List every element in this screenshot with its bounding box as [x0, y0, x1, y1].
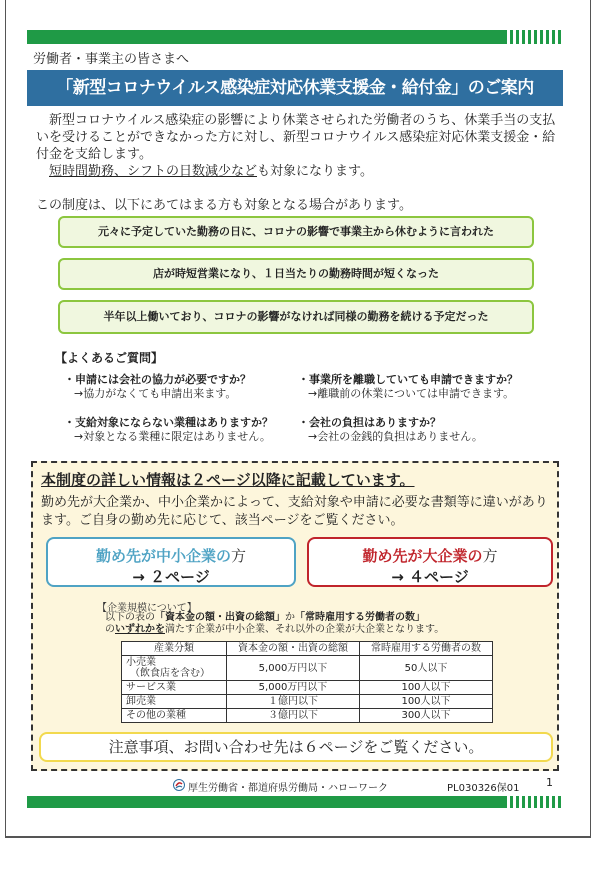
table-row: [122, 656, 493, 681]
table-row: [122, 709, 493, 723]
scale-text-part: 満たす企業が中小企業、それ以外の企業が大企業となります。: [165, 624, 445, 635]
industry-cell: 卸売業: [122, 695, 227, 709]
condition-item: 半年以上働いており、コロナの影響がなければ同様の勤務を続ける予定だった: [58, 300, 534, 334]
faq-item: [298, 416, 483, 444]
large-button-plain: 方: [482, 547, 498, 565]
industry-note: （飲食店を含む）: [130, 668, 210, 679]
table-header: 常時雇用する労働者の数: [360, 642, 493, 656]
page-title: 「新型コロナウイルス感染症対応休業支援金・給付金」のご案内: [27, 70, 563, 106]
faq-title: 【よくあるご質問】: [55, 351, 164, 365]
details-title: 本制度の詳しい情報は２ページ以降に記載しています。: [41, 471, 415, 489]
faq-answer: →対象となる業種に限定はありません。: [74, 430, 271, 443]
intro-note-rest: も対象になります。: [257, 164, 373, 179]
faq-question: ・事業所を離職していても申請できますか？: [298, 373, 518, 386]
large-button-em: 勤め先が大企業の: [362, 547, 483, 565]
faq-item: [298, 373, 518, 401]
intro-paragraph: [36, 112, 556, 180]
scale-text: [105, 612, 545, 636]
stripe-pattern: [507, 796, 563, 808]
sme-button-page: → ２ページ: [132, 568, 210, 586]
intro-note-underlined: 短時間勤務、シフトの日数減少など: [49, 164, 258, 179]
workers-cell: 100人以下: [360, 681, 493, 695]
mhlw-logo-icon: [173, 779, 185, 791]
condition-item: 元々に予定していた勤務の日に、コロナの影響で事業主から休むように言われた: [58, 216, 534, 248]
scale-text-part: の: [105, 624, 115, 635]
scale-text-bold: 「常時雇用する労働者の数」: [295, 612, 425, 623]
sme-page-button[interactable]: [46, 537, 296, 587]
industry-name: 小売業: [126, 657, 156, 668]
document-code: PL030326保01: [447, 783, 520, 794]
capital-cell: ３億円以下: [227, 709, 360, 723]
table-header: 資本金の額・出資の総額: [227, 642, 360, 656]
intro-note: [36, 163, 556, 180]
workers-cell: 50人以下: [360, 656, 493, 681]
faq-answer: →離職前の休業については申請できます。: [308, 387, 515, 400]
industry-cell: [122, 656, 227, 681]
audience-label: 労働者・事業主の皆さまへ: [33, 52, 190, 67]
table-row: [122, 681, 493, 695]
large-company-page-button[interactable]: [307, 537, 553, 587]
workers-cell: 300人以下: [360, 709, 493, 723]
large-button-label: [309, 545, 551, 566]
table-header: 産業分類: [122, 642, 227, 656]
faq-question: ・支給対象にならない業種はありますか？: [64, 416, 273, 429]
sme-button-label: [48, 545, 294, 566]
large-button-page: → ４ページ: [391, 568, 469, 586]
scale-line-2: [105, 624, 545, 636]
details-text: 勤め先が大企業か、中小企業かによって、支給対象や申請に必要な書類等に違いがあります。ご自身の勤め先に応じて、該当ページをご覧ください。: [41, 495, 548, 528]
capital-cell: １億円以下: [227, 695, 360, 709]
condition-item: 店が時短営業になり、１日当たりの勤務時間が短くなった: [58, 258, 534, 290]
faq-item: [64, 373, 251, 401]
faq-question: ・会社の負担はありますか？: [298, 416, 441, 429]
capital-cell: 5,000万円以下: [227, 681, 360, 695]
scale-text-bold: いずれかを: [115, 624, 165, 635]
sme-button-em: 勤め先が中小企業の: [95, 547, 231, 565]
faq-answer: →協力がなくても申請出来ます。: [74, 387, 237, 400]
table-header-row: [122, 642, 493, 656]
conditions-lead: この制度は、以下にあてはまる方も対象となる場合があります。: [36, 198, 412, 213]
workers-cell: 100人以下: [360, 695, 493, 709]
scale-text-part: 以下の表の: [105, 612, 155, 623]
stripe-pattern: [507, 30, 563, 44]
scale-text-bold: 「資本金の額・出資の総額」: [155, 612, 285, 623]
table-row: [122, 695, 493, 709]
footer-org: 厚生労働省・都道府県労働局・ハローワーク: [188, 783, 388, 794]
industry-cell: その他の業種: [122, 709, 227, 723]
faq-item: [64, 416, 273, 444]
faq-question: ・申請には会社の協力が必要ですか？: [64, 373, 251, 386]
page-number: 1: [546, 776, 553, 789]
industry-cell: サービス業: [122, 681, 227, 695]
capital-cell: 5,000万円以下: [227, 656, 360, 681]
faq-answer: →会社の金銭的負担はありません。: [308, 430, 483, 443]
scale-heading: 【企業規模について】: [97, 603, 197, 614]
company-size-table: [121, 641, 493, 723]
notice-box: 注意事項、お問い合わせ先は６ページをご覧ください。: [39, 732, 553, 762]
scale-line-1: [105, 612, 545, 624]
intro-text: 新型コロナウイルス感染症の影響により休業させられた労働者のうち、休業手当の支払いを受けることができなかった方に対し、新型コロナウイルス感染症対応休業支援金・給付金を支給します。: [36, 113, 556, 162]
scale-text-part: か: [285, 612, 295, 623]
top-green-bar: [27, 30, 563, 44]
sme-button-plain: 方: [231, 547, 247, 565]
bottom-green-bar: [27, 796, 563, 808]
